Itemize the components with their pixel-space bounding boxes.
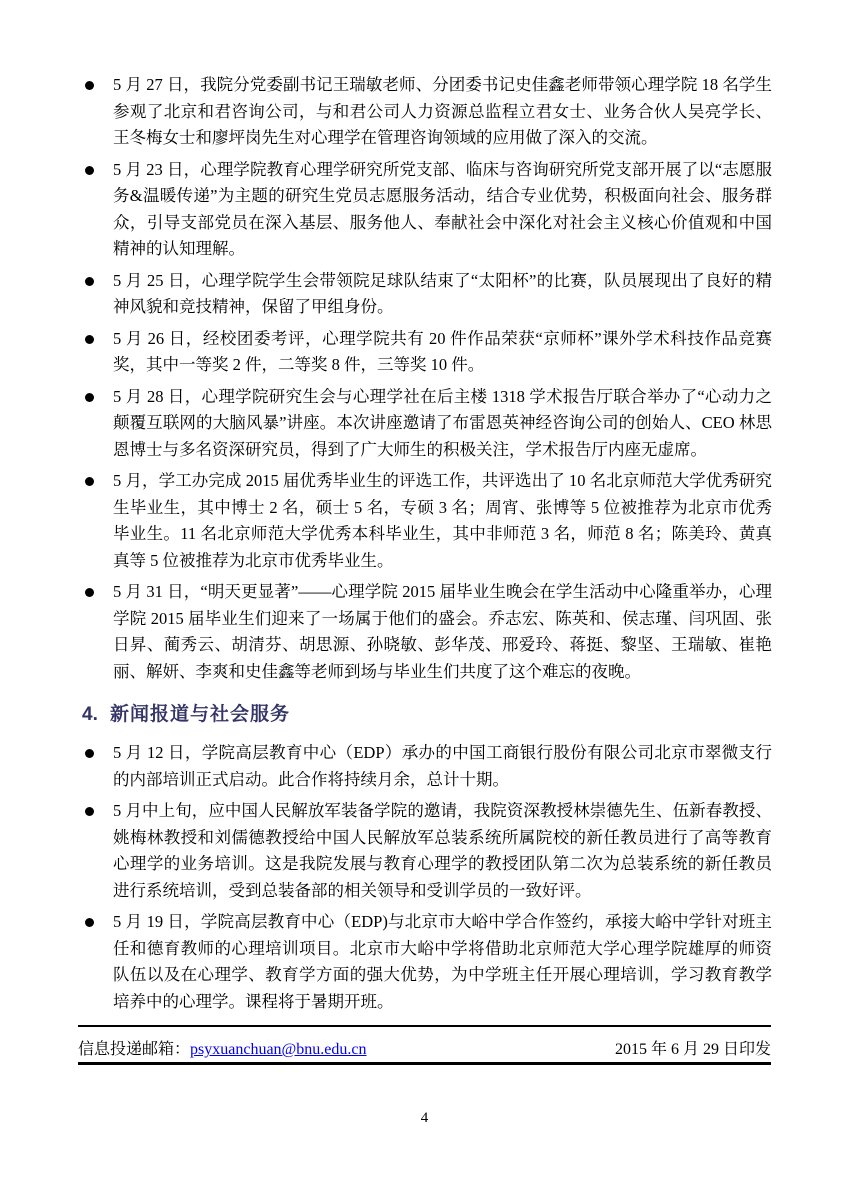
list-item	[82, 579, 772, 685]
news-item-text: 5 月 19 日，学院高层教育中心（EDP)与北京市大峪中学合作签约，承接大峪中学针对班主任和德育教师的心理培训项目。北京市大峪中学将借助北京师范大学心理学院雄厚的师资队伍以及在心理学、教育学方面的强大优势，为中学班主任开展心理培训，学习教育教学培养中的心理学。课程将于暑期开班。	[113, 912, 772, 1011]
bullet-icon	[85, 749, 94, 758]
news-item-text: 5 月中上旬，应中国人民解放军装备学院的邀请，我院资深教授林崇德先生、伍新春教授、姚梅林教授和刘儒德教授给中国人民解放军总装系统所属院校的新任教员进行了高等教育心理学的业务培训。这是我院发展与教育心理学的教授团队第二次为总装系统的新任教员进行系统培训，受到总装备部的相关领导和受训学员的一致好评。	[113, 801, 772, 900]
page-number: 4	[420, 1110, 429, 1126]
footer-print-date: 2015 年 6 月 29 日印发	[614, 1041, 771, 1058]
list-item	[82, 384, 772, 464]
section-title: 新闻报道与社会服务	[110, 704, 291, 725]
news-item-text: 5 月 12 日，学院高层教育中心（EDP）承办的中国工商银行股份有限公司北京市翠微支行的内部培训正式启动。此合作将持续月余，总计十期。	[113, 743, 772, 789]
news-list-section	[82, 740, 772, 1015]
list-item	[82, 72, 772, 152]
newsletter-content	[82, 72, 772, 1020]
bullet-icon	[85, 588, 94, 597]
footer-email-label: 信息投递邮箱：	[78, 1041, 191, 1058]
footer-email	[78, 1036, 366, 1059]
news-item-text: 5 月 31 日，“明天更显著”——心理学院 2015 届毕业生晚会在学生活动中心隆重举办，心理学院 2015 届毕业生们迎来了一场属于他们的盛会。乔志宏、陈英和、侯志瑾、闫巩固、张日昇、蔺秀云、胡清芬、胡思源、孙晓敏、彭华茂、邢爱玲、蒋挺、黎坚、王瑞敏、崔艳丽、解妍、李爽和史佳鑫等老师到场与毕业生们共度了这个难忘的夜晚。	[113, 582, 772, 681]
news-item-text: 5 月，学工办完成 2015 届优秀毕业生的评选工作，共评选出了 10 名北京师范大学优秀研究生毕业生，其中博士 2 名，硕士 5 名，专硕 3 名；周宵、张博等 5 位被推荐为北京市优秀毕业生。11 名北京师范大学优秀本科毕业生，其中非师范 3 名，师范 8 名；陈美玲、黄真真等 5 位被推荐为北京市优秀毕业生。	[113, 471, 772, 570]
section-heading	[82, 699, 772, 726]
news-item-text: 5 月 25 日，心理学院学生会带领院足球队结束了“太阳杯”的比赛，队员展现出了良好的精神风貌和竞技精神，保留了甲组身份。	[113, 270, 772, 316]
list-item	[82, 740, 772, 793]
bullet-icon	[85, 335, 94, 344]
bullet-icon	[85, 166, 94, 175]
footer-email-link[interactable]: psyxuanchuan@bnu.edu.cn	[190, 1041, 367, 1058]
bullet-icon	[85, 393, 94, 402]
bullet-icon	[85, 277, 94, 286]
list-item	[82, 798, 772, 904]
bullet-icon	[85, 477, 94, 486]
footer-divider-thin	[78, 1025, 771, 1027]
page-footer	[78, 1036, 771, 1059]
list-item	[82, 468, 772, 574]
news-item-text: 5 月 27 日，我院分党委副书记王瑞敏老师、分团委书记史佳鑫老师带领心理学院 18 名学生参观了北京和君咨询公司，与和君公司人力资源总监程立君女士、业务合伙人吴亮学长、王冬梅女士和廖坪岗先生对心理学在管理咨询领域的应用做了深入的交流。	[113, 75, 772, 147]
list-item	[82, 909, 772, 1015]
footer-divider-thick	[78, 1062, 771, 1065]
list-item	[82, 268, 772, 321]
list-item	[82, 157, 772, 263]
news-item-text: 5 月 26 日，经校团委考评，心理学院共有 20 件作品荣获“京师杯”课外学术科技作品竞赛奖，其中一等奖 2 件，二等奖 8 件，三等奖 10 件。	[113, 328, 772, 374]
news-list-top	[82, 72, 772, 685]
bullet-icon	[85, 918, 94, 927]
section-number: 4.	[82, 704, 98, 725]
bullet-icon	[85, 81, 94, 90]
news-item-text: 5 月 23 日，心理学院教育心理学研究所党支部、临床与咨询研究所党支部开展了以“志愿服务&温暖传递”为主题的研究生党员志愿服务活动，结合专业优势，积极面向社会、服务群众，引导支部党员在深入基层、服务他人、奉献社会中深化对社会主义核心价值观和中国精神的认知理解。	[113, 159, 772, 258]
bullet-icon	[85, 807, 94, 816]
news-item-text: 5 月 28 日，心理学院研究生会与心理学社在后主楼 1318 学术报告厅联合举办了“心动力之颠覆互联网的大脑风暴”讲座。本次讲座邀请了布雷恩英神经咨询公司的创始人、CEO 林思恩博士与多名资深研究员，得到了广大师生的积极关注，学术报告厅内座无虚席。	[113, 386, 772, 459]
list-item	[82, 326, 772, 379]
